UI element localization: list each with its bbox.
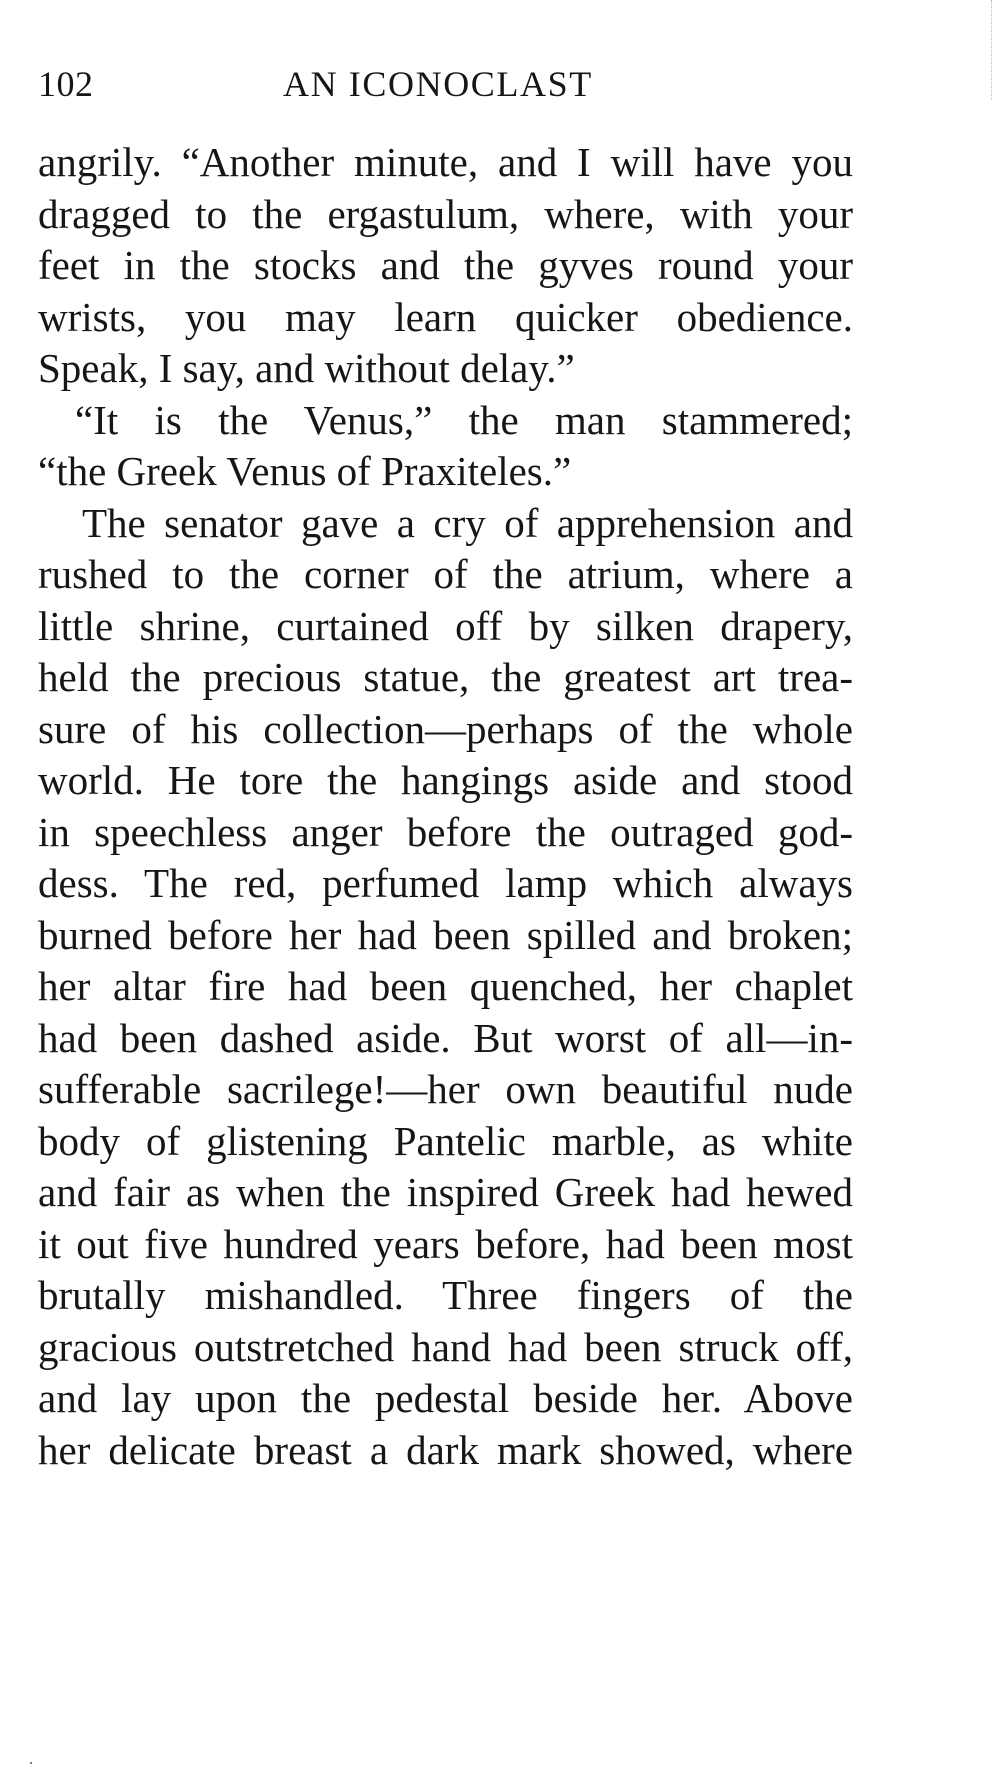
running-head — [38, 62, 853, 106]
text-line: gracious outstretched hand had been struck off, — [38, 1323, 853, 1370]
text-line: “It is the Venus,” the man stammered; — [75, 396, 853, 443]
text-line: and lay upon the pedestal beside her. Above — [38, 1375, 853, 1421]
text-line: dess. The red, perfumed lamp which always — [38, 860, 853, 906]
body-text — [38, 137, 853, 1476]
text-line: brutally mishandled. Three fingers of the — [38, 1272, 853, 1318]
text-line: Speak, I say, and without delay.” — [38, 345, 575, 391]
text-line: had been dashed aside. But worst of all—in- — [38, 1014, 853, 1061]
text-line: her altar fire had been quenched, her chaplet — [38, 963, 853, 1009]
scan-speck — [30, 1762, 32, 1764]
text-line: little shrine, curtained off by silken drapery, — [38, 602, 853, 649]
page-edge-marks — [990, 0, 992, 100]
text-line: her delicate breast a dark mark showed, where — [38, 1426, 853, 1473]
text-line: “the Greek Venus of Praxiteles.” — [38, 448, 572, 494]
text-line: dragged to the ergastulum, where, with your — [38, 190, 853, 237]
text-line: in speechless anger before the outraged god- — [38, 808, 853, 855]
text-line: sufferable sacrilege!—her own beautiful nude — [38, 1066, 853, 1112]
text-line: angrily. “Another minute, and I will have you — [38, 139, 853, 185]
text-line: The senator gave a cry of apprehension and — [82, 499, 853, 546]
text-line: feet in the stocks and the gyves round your — [38, 242, 853, 288]
page-number: 102 — [38, 64, 94, 104]
text-line: world. He tore the hangings aside and stood — [38, 757, 853, 803]
text-line: wrists, you may learn quicker obedience. — [38, 293, 853, 340]
text-line: burned before her had been spilled and broken; — [38, 911, 853, 958]
text-line: rushed to the corner of the atrium, where a — [38, 551, 853, 597]
text-line: body of glistening Pantelic marble, as white — [38, 1117, 853, 1164]
text-line: sure of his collection—perhaps of the whole — [38, 705, 853, 752]
text-line: held the precious statue, the greatest art trea- — [38, 654, 853, 700]
text-line: and fair as when the inspired Greek had hewed — [38, 1169, 853, 1215]
text-line: it out five hundred years before, had been most — [38, 1220, 853, 1267]
running-title: AN ICONOCLAST — [283, 64, 593, 104]
